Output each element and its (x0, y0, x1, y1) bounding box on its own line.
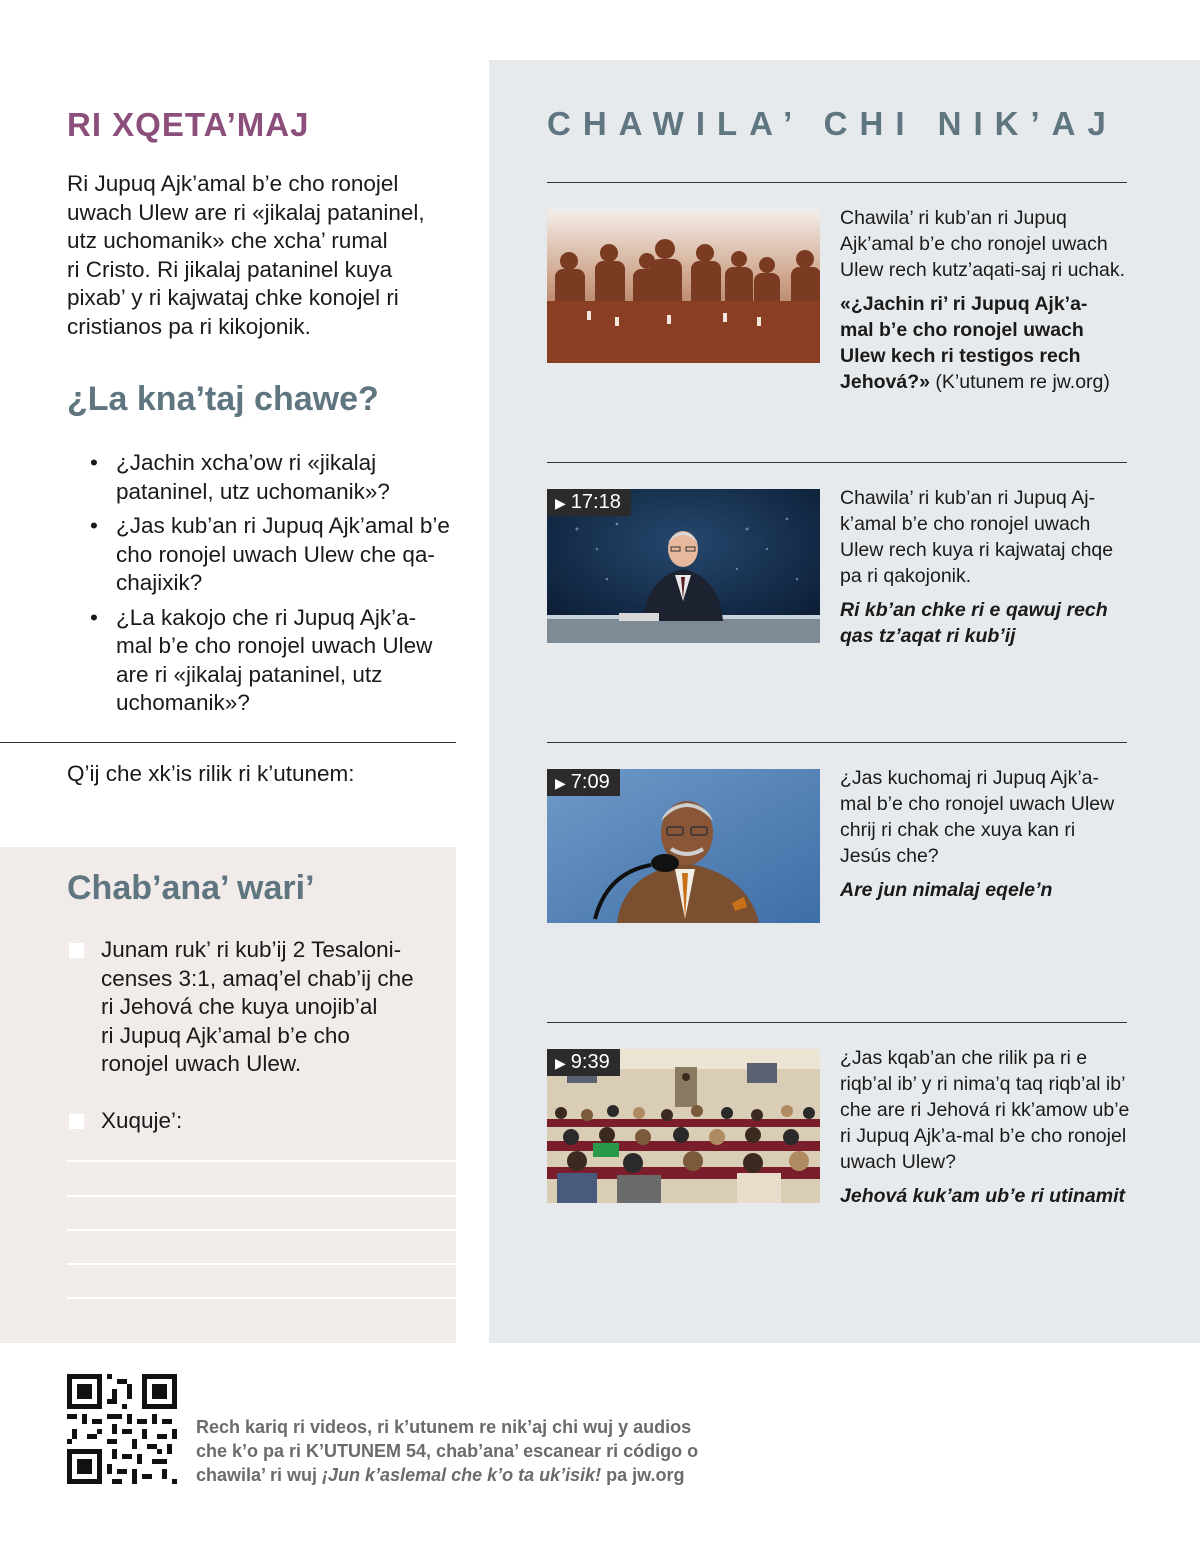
footer-line: che k’o pa ri K’UTUNEM 54, chab’ana’ escanear ri código o (196, 1441, 699, 1461)
question-item (90, 604, 450, 718)
task-line: Junam ruk’ ri kub’ij 2 Tesaloni- (101, 937, 402, 962)
video-title[interactable] (840, 597, 1130, 649)
footer-text-start: chawila’ ri wuj (196, 1465, 323, 1485)
intro-line: pixab’ y ri kajwataj chke konojel ri (67, 285, 399, 310)
question-line: ¿La kakojo che ri Jupuq Ajk’a- (116, 604, 417, 630)
video-title[interactable] (840, 1183, 1130, 1209)
write-line[interactable] (67, 1160, 456, 1162)
section-title: RI XQETA’MAJ (67, 106, 310, 143)
video-duration (547, 769, 620, 796)
review-questions-list (90, 449, 450, 724)
book-title: ¡Jun k’aslemal che k’o ta uk’isik! (322, 1465, 602, 1485)
video-duration (547, 489, 631, 516)
intro-line: cristianos pa ri kikojonik. (67, 313, 311, 339)
bullet-icon: • (90, 450, 98, 475)
intro-line: utz uchomanik» che xcha’ rumal (67, 228, 388, 253)
question-item (90, 512, 450, 598)
bullet-icon: • (90, 513, 98, 538)
description-text: Chawila’ ri kub’an ri Jupuq Ajk’amal b’e cho ronojel uwach Ulew rech kutz’aqati-saj ri uchak. (840, 207, 1126, 281)
question-line: uchomanik»? (116, 690, 250, 715)
divider (547, 182, 1127, 183)
checkbox-icon[interactable] (69, 943, 84, 958)
task-item (67, 936, 427, 1079)
title-line: Are jun nimalaj eqele’n (840, 879, 1053, 901)
video-title[interactable] (840, 877, 1130, 903)
divider (547, 742, 1127, 743)
try-this-box (0, 847, 456, 1343)
title-line: Jehová?» (840, 371, 930, 393)
write-line[interactable] (67, 1195, 456, 1197)
article-thumbnail[interactable] (547, 209, 820, 363)
title-line: qas tz’aqat ri kub’ij (840, 625, 1016, 647)
title-line: «¿Jachin ri’ ri Jupuq Ajk’a- (840, 293, 1088, 315)
footer-line: Rech kariq ri videos, ri k’utunem re nik’aj chi wuj y audios (196, 1417, 692, 1437)
divider (547, 462, 1127, 463)
duration-text: 17:18 (570, 491, 621, 513)
play-icon: ▶ (555, 775, 566, 791)
task-line: ronojel uwach Ulew. (101, 1051, 302, 1076)
video-description (840, 485, 1130, 649)
intro-line: ri Cristo. Ri jikalaj pataninel kuya (67, 256, 393, 282)
intro-line: Ri Jupuq Ajk’amal b’e cho ronojel (67, 171, 399, 196)
play-icon: ▶ (555, 495, 566, 511)
task-text (67, 936, 427, 1079)
checkbox-icon[interactable] (69, 1114, 84, 1129)
task-line: ri Jupuq Ajk’amal b’e cho (101, 1022, 350, 1048)
article-description (840, 205, 1130, 395)
review-questions-heading: ¿La kna’taj chawe? (67, 380, 379, 418)
intro-line: uwach Ulew are ri «jikalaj pataninel, (67, 199, 425, 225)
see-more-title: CHAWILA’ CHI NIK’AJ (547, 105, 1118, 142)
question-line: ¿Jas kub’an ri Jupuq Ajk’amal b’e (116, 513, 450, 538)
video-duration (547, 1049, 620, 1076)
duration-text: 7:09 (570, 771, 610, 793)
question-line: mal b’e cho ronojel uwach Ulew (116, 633, 433, 658)
bullet-icon: • (90, 604, 98, 630)
write-line[interactable] (67, 1297, 456, 1299)
video-thumbnail[interactable] (547, 1049, 820, 1203)
article-source: (K’utunem re jw.org) (935, 371, 1110, 393)
question-line: cho ronojel uwach Ulew che qa- (116, 541, 435, 567)
write-line[interactable] (67, 1229, 456, 1231)
completion-date-label: Q’ij che xk’is rilik ri k’utunem: (67, 761, 355, 786)
title-line: mal b’e cho ronojel uwach (840, 319, 1084, 341)
play-icon: ▶ (555, 1055, 566, 1071)
divider (0, 742, 456, 743)
question-line: are ri «jikalaj pataninel, utz (116, 661, 383, 687)
question-item (90, 449, 450, 506)
divider (547, 1022, 1127, 1023)
title-line: Jehová kuk’am ub’e ri utinamit (840, 1185, 1125, 1207)
question-line: chajixik? (116, 570, 203, 595)
qr-code[interactable] (67, 1374, 177, 1484)
task-line: censes 3:1, amaq’el chab’ij che (101, 965, 414, 991)
title-line: Ulew kech ri testigos rech (840, 345, 1081, 367)
task-text: Xuquje’: (101, 1108, 183, 1133)
article-title[interactable] (840, 291, 1130, 395)
description-text: ¿Jas kuchomaj ri Jupuq Ajk’a-mal b’e cho ronojel uwach Ulew chrij ri chak che xuya kan ri Jesús che? (840, 767, 1115, 867)
video-thumbnail[interactable] (547, 769, 820, 923)
video-description (840, 765, 1130, 903)
write-line[interactable] (67, 1263, 456, 1265)
duration-text: 9:39 (570, 1051, 610, 1073)
intro-paragraph (67, 170, 447, 341)
footer-line (196, 1463, 756, 1487)
description-text: Chawila’ ri kub’an ri Jupuq Aj-k’amal b’e cho ronojel uwach Ulew rech kuya ri kajwataj chqe pa ri qakojonik. (840, 487, 1114, 587)
footer-note (196, 1415, 756, 1487)
title-line: Ri kb’an chke ri e qawuj rech (840, 599, 1108, 621)
try-this-heading: Chab’ana’ wari’ (67, 869, 315, 907)
video-thumbnail[interactable] (547, 489, 820, 643)
video-description (840, 1045, 1130, 1209)
task-line: ri Jehová che kuya unojib’al (101, 994, 378, 1019)
task-item (67, 1107, 427, 1136)
question-line: ¿Jachin xcha’ow ri «jikalaj (116, 450, 377, 475)
question-line: pataninel, utz uchomanik»? (116, 478, 390, 504)
footer-text-end: pa jw.org (601, 1465, 685, 1485)
description-text: ¿Jas kqab’an che rilik pa ri e riqb’al ib’ y ri nima’q taq riqb’al ib’ che are ri Jehová ri kk’amow ub’e ri Jupuq Ajk’a-mal b’e cho ronojel uwach Ulew? (840, 1047, 1130, 1173)
